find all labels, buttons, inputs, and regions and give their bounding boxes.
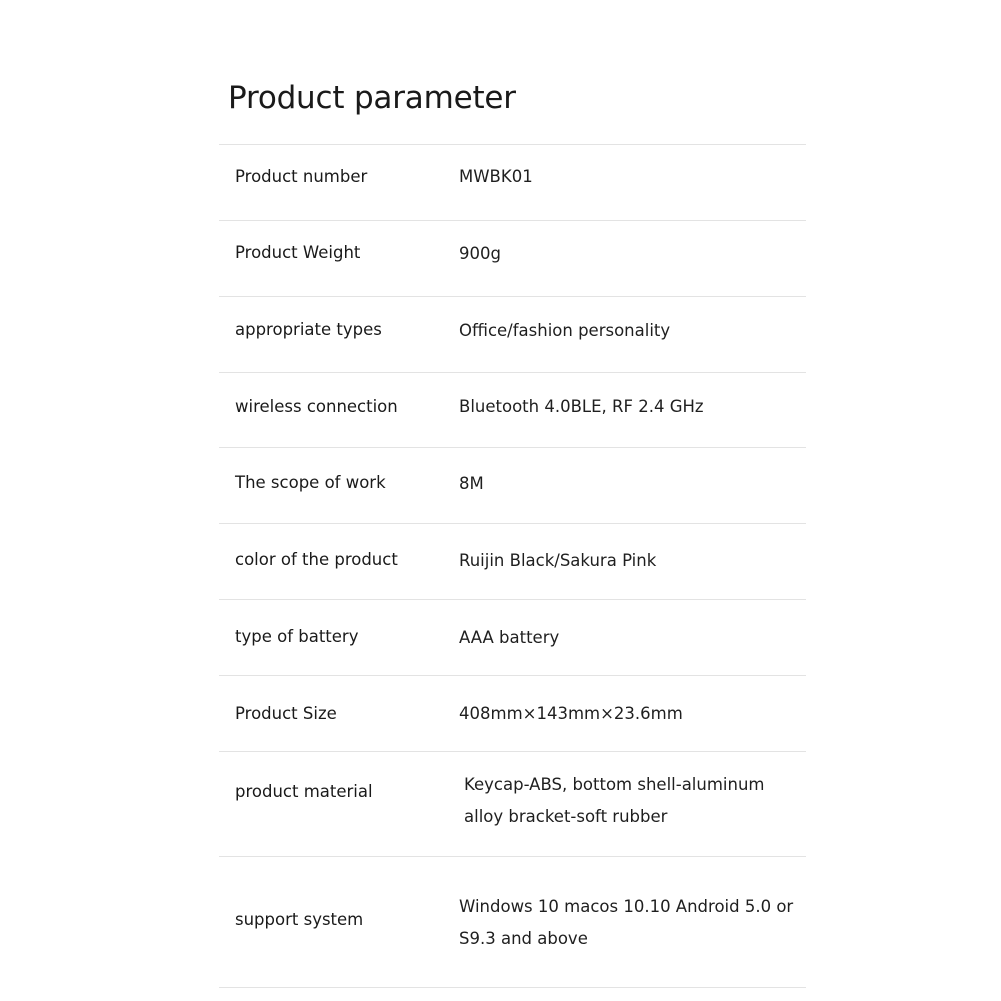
param-value: Ruijin Black/Sakura Pink <box>459 551 657 570</box>
param-value: Bluetooth 4.0BLE, RF 2.4 GHz <box>459 397 704 416</box>
param-value: 408mm×143mm×23.6mm <box>459 704 683 723</box>
param-value: Keycap-ABS, bottom shell-aluminum alloy bracket-soft rubber <box>464 775 765 826</box>
parameter-table <box>219 144 806 988</box>
param-label: color of the product <box>235 550 398 569</box>
param-row-wireless-connection <box>219 373 806 448</box>
param-label: type of battery <box>235 627 359 646</box>
param-label: appropriate types <box>235 320 382 339</box>
param-row-product-number <box>219 145 806 221</box>
param-label: product material <box>235 782 373 801</box>
param-label: wireless connection <box>235 397 398 416</box>
param-row-battery-type <box>219 600 806 676</box>
param-row-product-material <box>219 752 806 857</box>
param-label: Product Size <box>235 704 337 723</box>
page-title: Product parameter <box>228 80 516 116</box>
param-value: Windows 10 macos 10.10 Android 5.0 or S9.3 and above <box>459 897 794 948</box>
param-label: Product number <box>235 167 368 186</box>
param-row-appropriate-types <box>219 297 806 373</box>
param-value: 8M <box>459 474 484 493</box>
param-row-scope-of-work <box>219 448 806 524</box>
param-row-support-system <box>219 857 806 988</box>
param-row-product-size <box>219 676 806 752</box>
param-label: The scope of work <box>235 473 386 492</box>
param-value: MWBK01 <box>459 167 533 186</box>
param-row-product-color <box>219 524 806 600</box>
param-row-product-weight <box>219 221 806 297</box>
param-value: AAA battery <box>459 628 560 647</box>
param-label: Product Weight <box>235 243 361 262</box>
param-value: 900g <box>459 244 501 263</box>
param-value: Office/fashion personality <box>459 321 671 340</box>
param-label: support system <box>235 910 364 929</box>
